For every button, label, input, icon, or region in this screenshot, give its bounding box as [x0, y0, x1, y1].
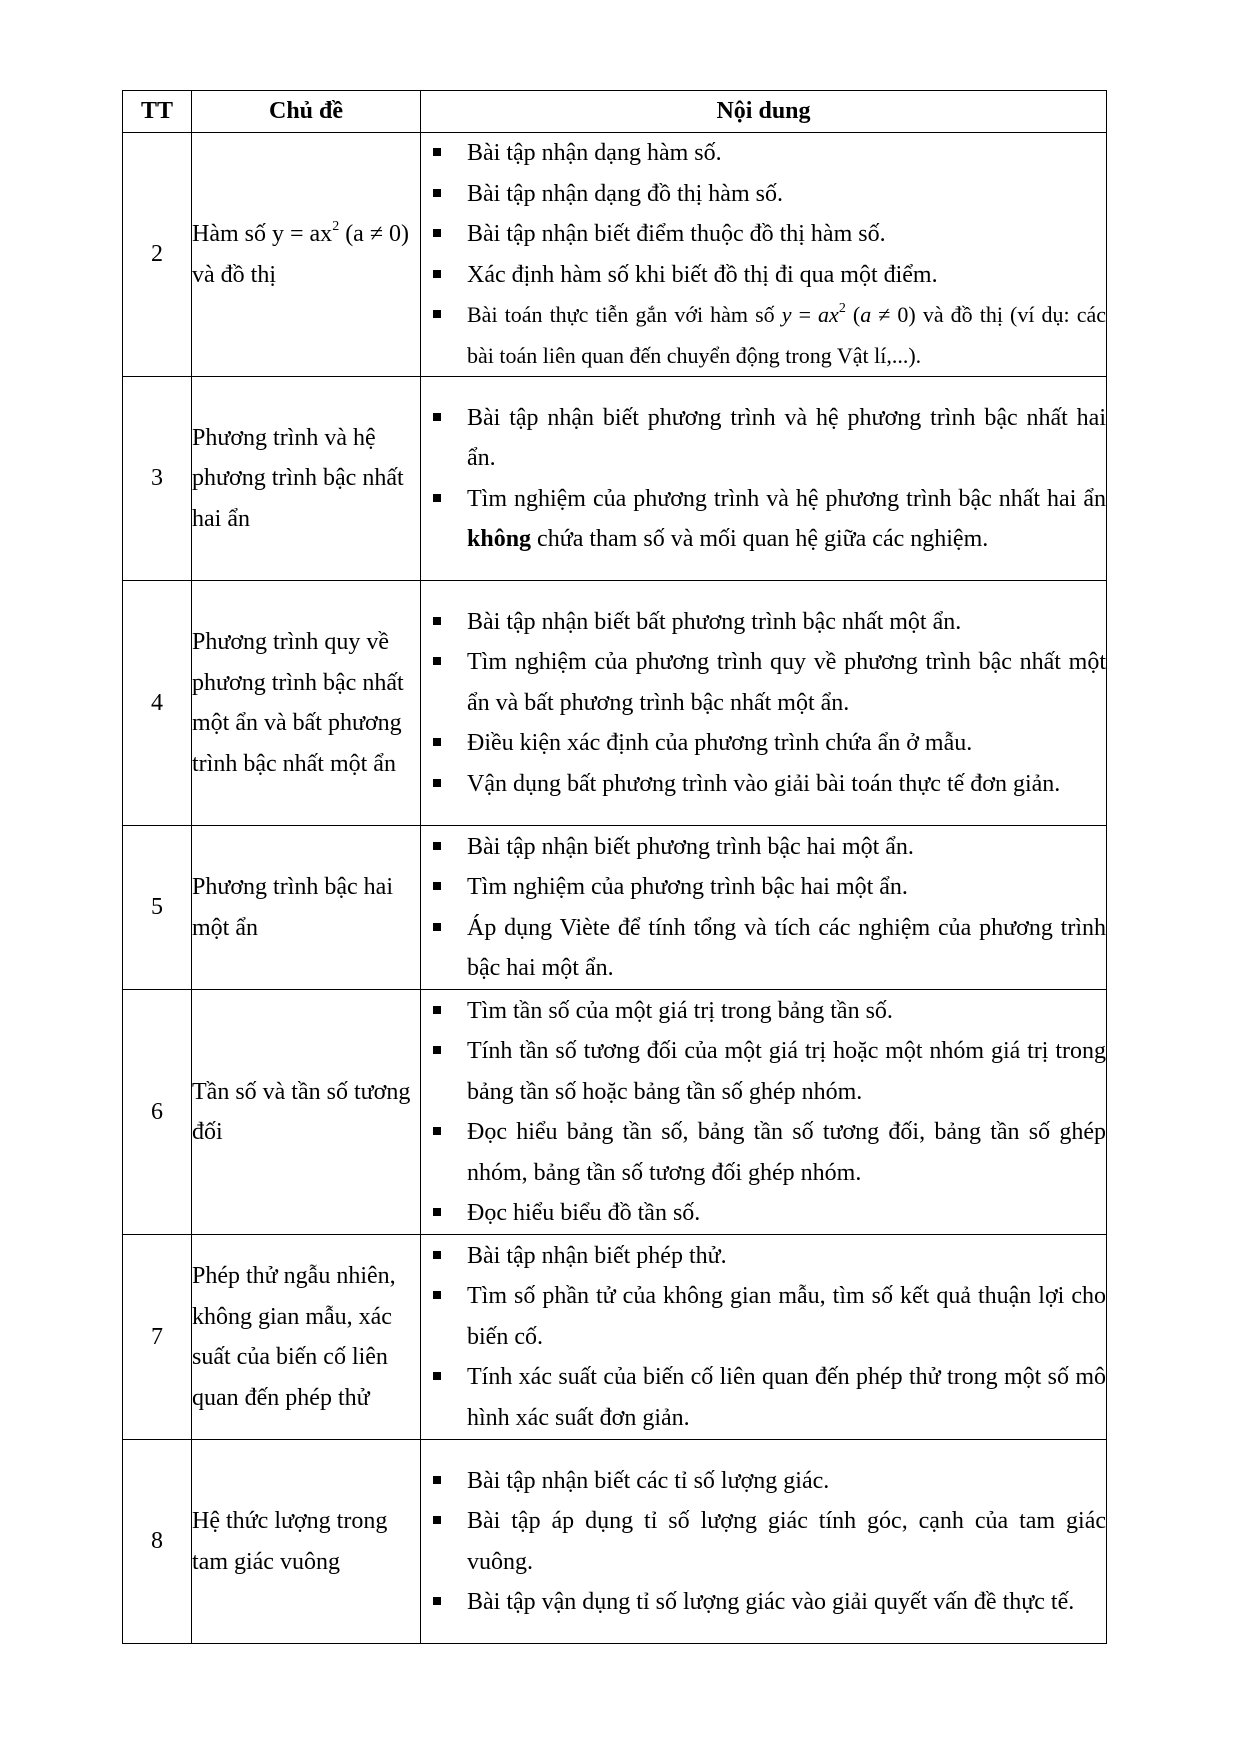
content-list — [421, 1461, 1106, 1623]
item-text: Điều kiện xác định của phương trình chứa ẩn ở mẫu. — [467, 730, 973, 757]
list-item — [421, 1501, 1106, 1582]
item-text: Tìm số phần tử của không gian mẫu, tìm số kết quả thuận lợi cho biến cố. — [467, 1283, 1106, 1350]
item-text: Tìm nghiệm của phương trình bậc hai một ẩn. — [467, 874, 908, 900]
item-text: Xác định hàm số khi biết đồ thị đi qua một điểm. — [467, 261, 938, 288]
item-text: Đọc hiểu bảng tần số, bảng tần số tương đối, bảng tần số ghép nhóm, bảng tần số tương đối ghép nhóm. — [467, 1119, 1106, 1186]
table-row — [123, 1440, 1107, 1644]
item-text: Tính xác suất của biến cố liên quan đến phép thử trong một số mô hình xác suất đơn giản. — [467, 1364, 1106, 1431]
item-text: Bài tập nhận dạng đồ thị hàm số. — [467, 180, 783, 207]
row-topic: Phương trình và hệ phương trình bậc nhất hai ẩn — [192, 377, 421, 581]
item-text: Bài tập nhận biết phép thử. — [467, 1242, 727, 1269]
item-text: Bài tập nhận biết phương trình và hệ phương trình bậc nhất hai ẩn. — [467, 404, 1106, 471]
square-bullet-icon — [433, 1006, 441, 1014]
item-text: Bài tập nhận biết bất phương trình bậc nhất một ẩn. — [467, 608, 962, 635]
item-text: Tính tần số tương đối của một giá trị hoặc một nhóm giá trị trong bảng tần số hoặc bảng tần số ghép nhóm. — [467, 1038, 1106, 1105]
content-table — [122, 90, 1107, 1644]
table-row — [123, 581, 1107, 826]
square-bullet-icon — [433, 1597, 441, 1605]
item-text-part: chứa tham số và mối quan hệ giữa các nghiệm. — [531, 526, 989, 552]
topic-text-rest: (a ≠ 0) và đồ thị — [192, 221, 409, 288]
square-bullet-icon — [433, 148, 441, 156]
row-number: 2 — [123, 133, 192, 377]
table-row — [123, 826, 1107, 990]
square-bullet-icon — [433, 1208, 441, 1216]
list-item — [421, 1461, 1106, 1502]
list-item — [421, 764, 1106, 805]
row-topic: Phương trình bậc hai một ẩn — [192, 826, 421, 990]
list-item — [421, 1112, 1106, 1193]
list-item — [421, 1031, 1106, 1112]
square-bullet-icon — [433, 189, 441, 197]
item-text: Bài tập nhận biết các tỉ số lượng giác. — [467, 1467, 830, 1494]
square-bullet-icon — [433, 310, 441, 318]
content-list — [421, 398, 1106, 560]
item-text: Bài tập nhận biết điểm thuộc đồ thị hàm số. — [467, 221, 886, 247]
math-superscript: 2 — [838, 300, 846, 316]
square-bullet-icon — [433, 1251, 441, 1259]
row-content — [421, 581, 1107, 826]
list-item — [421, 867, 1106, 908]
row-topic: Phương trình quy về phương trình bậc nhất một ẩn và bất phương trình bậc nhất một ẩn — [192, 581, 421, 826]
table-row — [123, 1235, 1107, 1440]
math-y: y — [781, 302, 792, 327]
item-text — [467, 486, 1106, 553]
row-number: 3 — [123, 377, 192, 581]
square-bullet-icon — [433, 1516, 441, 1524]
item-text-part: ( — [845, 302, 861, 327]
square-bullet-icon — [433, 923, 441, 931]
list-item — [421, 255, 1106, 296]
content-list — [421, 991, 1106, 1234]
item-text-bold: không — [467, 526, 532, 552]
row-number: 7 — [123, 1235, 192, 1440]
topic-text: Hàm số y = ax — [192, 221, 333, 247]
list-item — [421, 214, 1106, 255]
list-item — [421, 642, 1106, 723]
item-text — [467, 302, 1106, 368]
list-item — [421, 133, 1106, 174]
list-item — [421, 1236, 1106, 1277]
square-bullet-icon — [433, 1291, 441, 1299]
list-item — [421, 1276, 1106, 1357]
row-topic: Tần số và tần số tương đối — [192, 990, 421, 1235]
header-tt: TT — [123, 91, 192, 133]
item-text: Bài tập nhận biết phương trình bậc hai một ẩn. — [467, 833, 914, 860]
item-text: Vận dụng bất phương trình vào giải bài toán thực tế đơn giản. — [467, 770, 1061, 797]
math-a: a — [860, 302, 872, 327]
item-text-part: Tìm nghiệm của phương trình và hệ phương trình bậc nhất hai ẩn — [467, 485, 1106, 512]
header-topic: Chủ đề — [192, 91, 421, 133]
square-bullet-icon — [433, 617, 441, 625]
square-bullet-icon — [433, 229, 441, 237]
list-item — [421, 723, 1106, 764]
table-row — [123, 377, 1107, 581]
item-text: Tìm nghiệm của phương trình quy về phương trình bậc nhất một ẩn và bất phương trình bậc nhất một ẩn. — [467, 649, 1106, 716]
square-bullet-icon — [433, 494, 441, 502]
row-content — [421, 133, 1107, 377]
square-bullet-icon — [433, 1372, 441, 1380]
square-bullet-icon — [433, 882, 441, 890]
table-row — [123, 133, 1107, 377]
row-content — [421, 1440, 1107, 1644]
row-topic: Phép thử ngẫu nhiên, không gian mẫu, xác suất của biến cố liên quan đến phép thử — [192, 1235, 421, 1440]
row-content — [421, 990, 1107, 1235]
list-item — [421, 827, 1106, 868]
row-number: 8 — [123, 1440, 192, 1644]
item-text: Bài tập vận dụng tỉ số lượng giác vào giải quyết vấn đề thực tế. — [467, 1589, 1075, 1615]
item-text: Bài tập nhận dạng hàm số. — [467, 140, 722, 166]
list-item — [421, 1193, 1106, 1234]
row-topic: Hệ thức lượng trong tam giác vuông — [192, 1440, 421, 1644]
square-bullet-icon — [433, 842, 441, 850]
topic-superscript: 2 — [332, 219, 340, 234]
content-list — [421, 1236, 1106, 1439]
square-bullet-icon — [433, 1127, 441, 1135]
square-bullet-icon — [433, 1476, 441, 1484]
square-bullet-icon — [433, 738, 441, 746]
list-item — [421, 479, 1106, 560]
list-item — [421, 1357, 1106, 1438]
list-item — [421, 602, 1106, 643]
item-text: Tìm tần số của một giá trị trong bảng tần số. — [467, 997, 893, 1024]
list-item — [421, 908, 1106, 989]
item-text: Bài tập áp dụng tỉ số lượng giác tính góc, cạnh của tam giác vuông. — [467, 1508, 1106, 1575]
header-content: Nội dung — [421, 91, 1107, 133]
square-bullet-icon — [433, 1046, 441, 1054]
row-number: 5 — [123, 826, 192, 990]
list-item — [421, 398, 1106, 479]
square-bullet-icon — [433, 779, 441, 787]
row-content — [421, 377, 1107, 581]
row-content — [421, 826, 1107, 990]
content-list — [421, 133, 1106, 376]
item-text-part: Bài toán thực tiễn gắn với hàm số — [467, 302, 782, 327]
math-ax: ax — [818, 302, 839, 327]
table-row — [123, 990, 1107, 1235]
list-item — [421, 1582, 1106, 1623]
content-list — [421, 827, 1106, 989]
row-number: 6 — [123, 990, 192, 1235]
square-bullet-icon — [433, 413, 441, 421]
list-item — [421, 991, 1106, 1032]
row-topic — [192, 133, 421, 377]
square-bullet-icon — [433, 270, 441, 278]
list-item — [421, 174, 1106, 215]
content-list — [421, 602, 1106, 805]
item-text: Đọc hiểu biểu đồ tần số. — [467, 1200, 701, 1226]
row-content — [421, 1235, 1107, 1440]
item-text-part: ≠ 0) và đồ thị (ví dụ: các bài toán liên quan đến chuyển động trong Vật lí,...). — [467, 302, 1107, 368]
table-header-row — [123, 91, 1107, 133]
item-text: Áp dụng Viète để tính tổng và tích các nghiệm của phương trình bậc hai một ẩn. — [467, 914, 1106, 981]
list-item — [421, 295, 1106, 376]
square-bullet-icon — [433, 657, 441, 665]
item-text-part: = — [791, 302, 819, 327]
row-number: 4 — [123, 581, 192, 826]
